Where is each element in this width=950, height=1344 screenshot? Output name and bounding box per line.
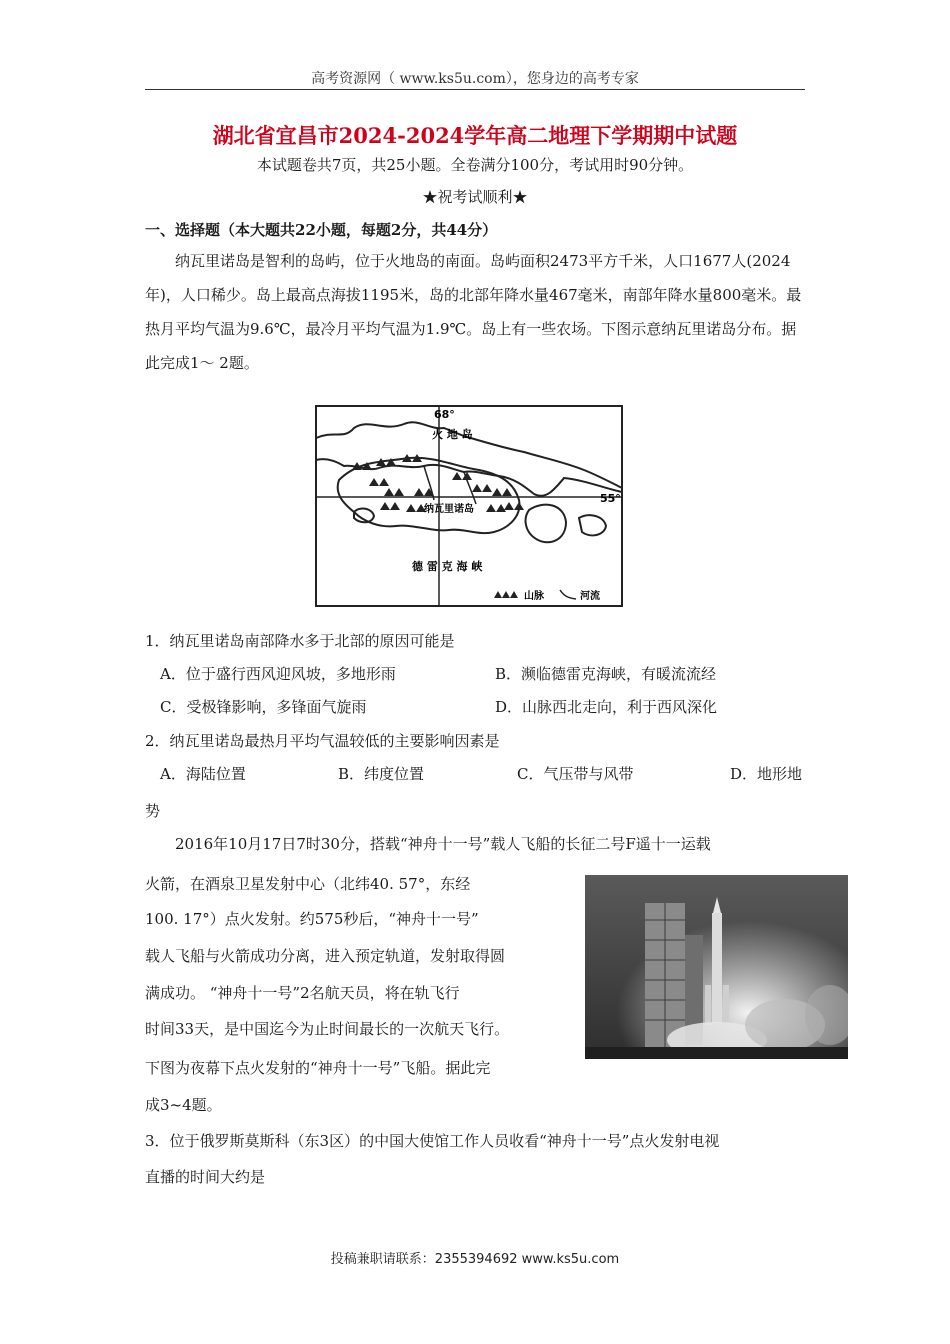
- navarino-map: [314, 400, 654, 612]
- q2-option-b[interactable]: B．纬度位置: [338, 765, 425, 783]
- q1-option-c[interactable]: C．受极锋影响，多锋面气旋雨: [160, 698, 367, 716]
- header-divider: [145, 89, 805, 90]
- label-68: 68°: [434, 408, 455, 421]
- question-3-stem-line1: 3．位于俄罗斯莫斯科（东3区）的中国大使馆工作人员收看“神舟十一号”点火发射电视: [145, 1132, 720, 1150]
- passage-shenzhou-line1: 火箭，在酒泉卫星发射中心（北纬40. 57°，东经: [145, 875, 471, 893]
- legend-river: 河流: [580, 591, 600, 602]
- label-drake: 德 雷 克 海 峡: [412, 560, 483, 573]
- q1-option-b[interactable]: B．濒临德雷克海峡，有暖流流经: [495, 665, 717, 683]
- section-heading: 一、选择题（本大题共22小题，每题2分，共44分）: [145, 221, 498, 239]
- passage-shenzhou-line3: 载人飞船与火箭成功分离，进入预定轨道，发射取得圆: [145, 947, 506, 965]
- label-huodi: 火 地 岛: [432, 428, 473, 441]
- question-2-stem: 2．纳瓦里诺岛最热月平均气温较低的主要影响因素是: [145, 732, 500, 750]
- page-header: 高考资源网（ www.ks5u.com），您身边的高考专家: [311, 71, 639, 87]
- question-1-stem: 1．纳瓦里诺岛南部降水多于北部的原因可能是: [145, 632, 455, 650]
- passage-shenzhou-line6: 下图为夜幕下点火发射的“神舟十一号”飞船。据此完: [145, 1059, 491, 1077]
- label-navarino: 纳瓦里诺岛: [424, 504, 474, 515]
- q2-option-d-wrap: 势: [145, 802, 161, 820]
- q2-option-a[interactable]: A．海陆位置: [160, 765, 246, 783]
- passage-shenzhou-line0: 2016年10月17日7时30分，搭载“神舟十一号”载人飞船的长征二号F遥十一运载: [175, 835, 711, 853]
- passage-navarino: 纳瓦里诺岛是智利的岛屿，位于火地岛的南面。岛屿面积2473平方千米，人口1677人(2024年)，人口稀少。岛上最高点海拔1195米，岛的北部年降水量467毫米，南部年降水量800毫米。最热月平均气温为9.6℃，最冷月平均气温为1.9℃。岛上有一些农场。下图示意纳瓦里诺岛分布。据此完成1～ 2题。: [145, 252, 802, 372]
- legend-mountain-icon: [494, 591, 518, 598]
- passage-shenzhou-line2: 100. 17°）点火发射。约575秒后，“神舟十一号”: [145, 910, 479, 928]
- question-3-stem-line2: 直播的时间大约是: [145, 1168, 266, 1186]
- q1-option-a[interactable]: A．位于盛行西风迎风坡，多地形雨: [160, 665, 396, 683]
- passage-shenzhou-line7: 成3~4题。: [145, 1096, 222, 1114]
- exam-instructions: 本试题卷共7页，共25小题。全卷满分100分，考试用时90分钟。: [256, 156, 694, 174]
- exam-title: 湖北省宜昌市2024-2024学年高二地理下学期期中试题: [212, 123, 738, 148]
- q2-option-d[interactable]: D．地形地: [730, 765, 803, 783]
- legend-mountain: 山脉: [524, 591, 544, 602]
- label-55: 55°: [600, 492, 621, 505]
- q2-option-c[interactable]: C．气压带与风带: [517, 765, 634, 783]
- page-footer: 投稿兼职请联系：2355394692 www.ks5u.com: [330, 1252, 620, 1267]
- rocket-launch-photo: [585, 875, 848, 1059]
- passage-shenzhou-line5: 时间33天，是中国迄今为止时间最长的一次航天飞行。: [145, 1020, 510, 1038]
- good-luck-line: ★祝考试顺利★: [422, 188, 528, 206]
- passage-shenzhou-line4: 满成功。 “神舟十一号”2名航天员，将在轨飞行: [145, 984, 460, 1002]
- q1-option-d[interactable]: D．山脉西北走向，利于西风深化: [495, 698, 718, 716]
